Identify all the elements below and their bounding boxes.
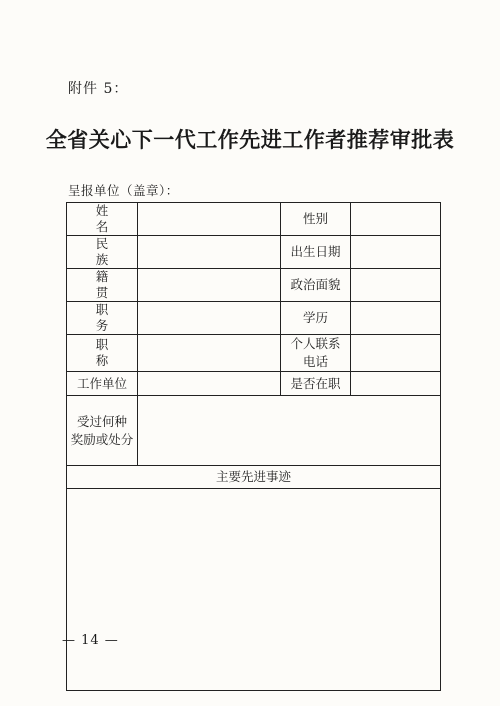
position-field[interactable] <box>138 302 281 335</box>
form-row-work-unit <box>67 372 441 396</box>
work-unit-label: 工作单位 <box>67 372 138 396</box>
form-row-awards <box>67 396 441 466</box>
form-row-name <box>67 203 441 236</box>
birth-date-field[interactable] <box>351 236 441 269</box>
ethnicity-label: 民族 <box>67 236 138 269</box>
position-label: 职务 <box>67 302 138 335</box>
political-status-label: 政治面貌 <box>281 269 351 302</box>
submitter-label: 呈报单位（盖章）： <box>68 183 179 198</box>
professional-title-label: 职称 <box>67 335 138 372</box>
education-field[interactable] <box>351 302 441 335</box>
in-service-label: 是否在职 <box>281 372 351 396</box>
contact-phone-label-line1: 个人联系 <box>290 336 341 351</box>
gender-label: 性别 <box>281 203 351 236</box>
contact-phone-label-line2: 电话 <box>302 354 328 369</box>
work-unit-field[interactable] <box>138 372 281 396</box>
form-row-title <box>67 335 441 372</box>
form-title: 全省关心下一代工作先进工作者推荐审批表 <box>45 127 455 152</box>
in-service-field[interactable] <box>351 372 441 396</box>
gender-field[interactable] <box>351 203 441 236</box>
political-status-field[interactable] <box>351 269 441 302</box>
native-place-field[interactable] <box>138 269 281 302</box>
form-row-deeds-header <box>67 466 441 489</box>
attachment-label: 附件 5： <box>68 81 129 97</box>
form-row-position <box>67 302 441 335</box>
awards-field[interactable] <box>138 396 441 466</box>
native-place-label: 籍贯 <box>67 269 138 302</box>
awards-label-line1: 受过何种 <box>76 413 127 429</box>
approval-form-table <box>66 202 441 691</box>
professional-title-field[interactable] <box>138 335 281 372</box>
birth-date-label: 出生日期 <box>281 236 351 269</box>
deeds-field[interactable] <box>67 489 441 691</box>
education-label: 学历 <box>281 302 351 335</box>
name-label: 姓名 <box>67 203 138 236</box>
deeds-header: 主要先进事迹 <box>67 466 441 489</box>
name-field[interactable] <box>138 203 281 236</box>
form-row-ethnicity <box>67 236 441 269</box>
page-number: — 14 — <box>62 633 119 648</box>
ethnicity-field[interactable] <box>138 236 281 269</box>
awards-label-line2: 奖励或处分 <box>70 431 134 447</box>
contact-phone-field[interactable] <box>351 335 441 372</box>
form-row-deeds-body <box>67 489 441 691</box>
contact-phone-label <box>281 335 351 372</box>
form-row-native-place <box>67 269 441 302</box>
awards-label <box>67 396 138 466</box>
